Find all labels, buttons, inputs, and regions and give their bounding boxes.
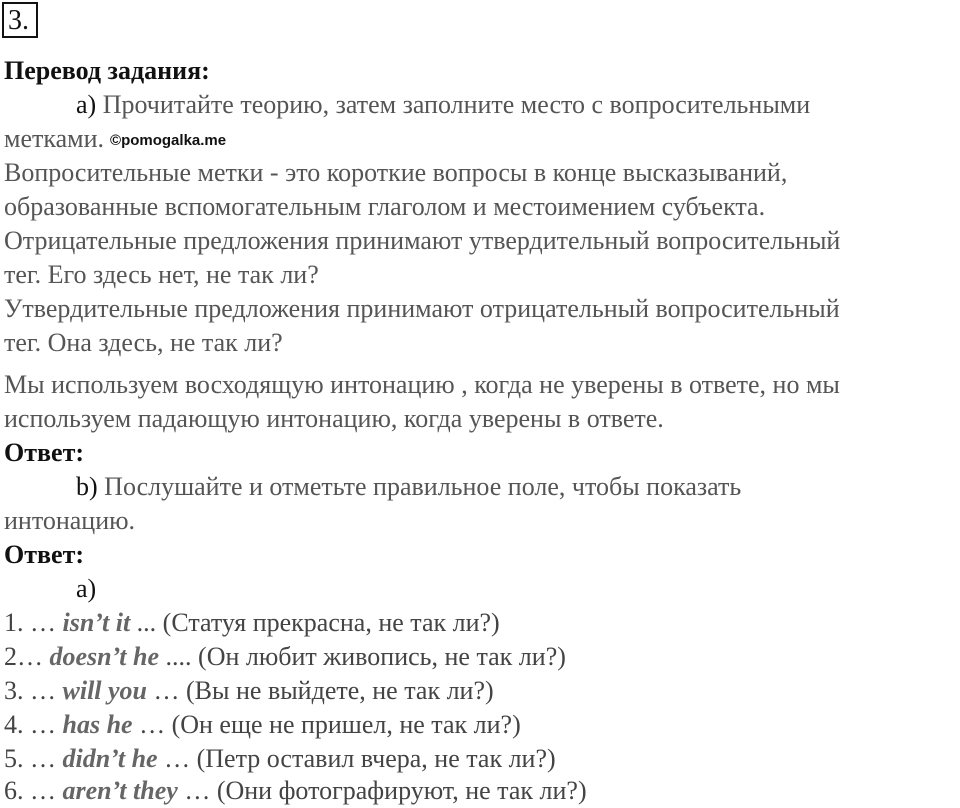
part-b-line-2: интонацию. (4, 506, 136, 535)
answer-row-5 (4, 742, 556, 776)
theory-line-3: Отрицательные предложения принимают утвердительный вопросительный (4, 226, 841, 255)
answer-tag: will you (62, 676, 148, 705)
part-a-text-1: Прочитайте теорию, затем заполните место с вопросительными (102, 90, 811, 119)
answer-suffix: .... (Он любит живопись, не так ли?) (165, 642, 566, 671)
answer-tag: has he (62, 710, 133, 739)
answer-prefix: 6. … (4, 776, 56, 805)
answer-row-3 (4, 674, 494, 708)
part-b-letter: b) (76, 472, 98, 501)
answer-prefix: 5. … (4, 744, 56, 773)
part-b-text-1: Послушайте и отметьте правильное поле, чтобы показать (104, 472, 742, 501)
answer-prefix: 1. … (4, 608, 56, 637)
theory-line-6: тег. Она здесь, не так ли? (4, 328, 283, 357)
theory-line-4: тег. Его здесь нет, не так ли? (4, 260, 319, 289)
answer-tag: isn’t it (62, 608, 131, 637)
watermark-text: ©pomogalka.me (110, 132, 227, 149)
answer-suffix: … (Вы не выйдете, не так ли?) (153, 676, 494, 705)
answer-label-2: Ответ: (4, 540, 85, 569)
answer-row-4 (4, 708, 521, 742)
answer-row-6 (4, 774, 587, 808)
answer-suffix: … (Он еще не пришел, не так ли?) (139, 710, 521, 739)
answer-tag: aren’t they (62, 776, 178, 805)
part-a-text-2: метками. (4, 124, 105, 153)
answer-row-2 (4, 640, 566, 674)
task-number-box: 3. (2, 2, 38, 38)
part-a-line-2 (4, 122, 226, 158)
answer-suffix: ... (Статуя прекрасна, не так ли?) (136, 608, 500, 637)
answer-prefix: 3. … (4, 676, 56, 705)
theory-line-8: используем падающую интонацию, когда уверены в ответе. (4, 404, 664, 433)
answer-prefix: 2… (4, 642, 43, 671)
theory-line-7: Мы используем восходящую интонацию , когда не уверены в ответе, но мы (4, 370, 840, 399)
task-heading: Перевод задания: (4, 56, 210, 85)
answer-tag: didn’t he (62, 744, 158, 773)
theory-line-5: Утвердительные предложения принимают отрицательный вопросительный (4, 294, 840, 323)
theory-line-2: образованные вспомогательным глаголом и местоимением субъекта. (4, 192, 766, 221)
answer-row-1 (4, 606, 500, 640)
answer-suffix: … (Петр оставил вчера, не так ли?) (164, 744, 556, 773)
answer-suffix: … (Они фотографируют, не так ли?) (184, 776, 587, 805)
answer-label-1: Ответ: (4, 438, 85, 467)
answers-letter: a) (76, 574, 97, 603)
part-b-line-1 (76, 470, 741, 504)
part-a-line-1 (76, 88, 810, 122)
part-a-letter: a) (76, 90, 97, 119)
answer-tag: doesn’t he (49, 642, 160, 671)
answer-prefix: 4. … (4, 710, 56, 739)
theory-line-1: Вопросительные метки - это короткие вопросы в конце высказываний, (4, 158, 788, 187)
